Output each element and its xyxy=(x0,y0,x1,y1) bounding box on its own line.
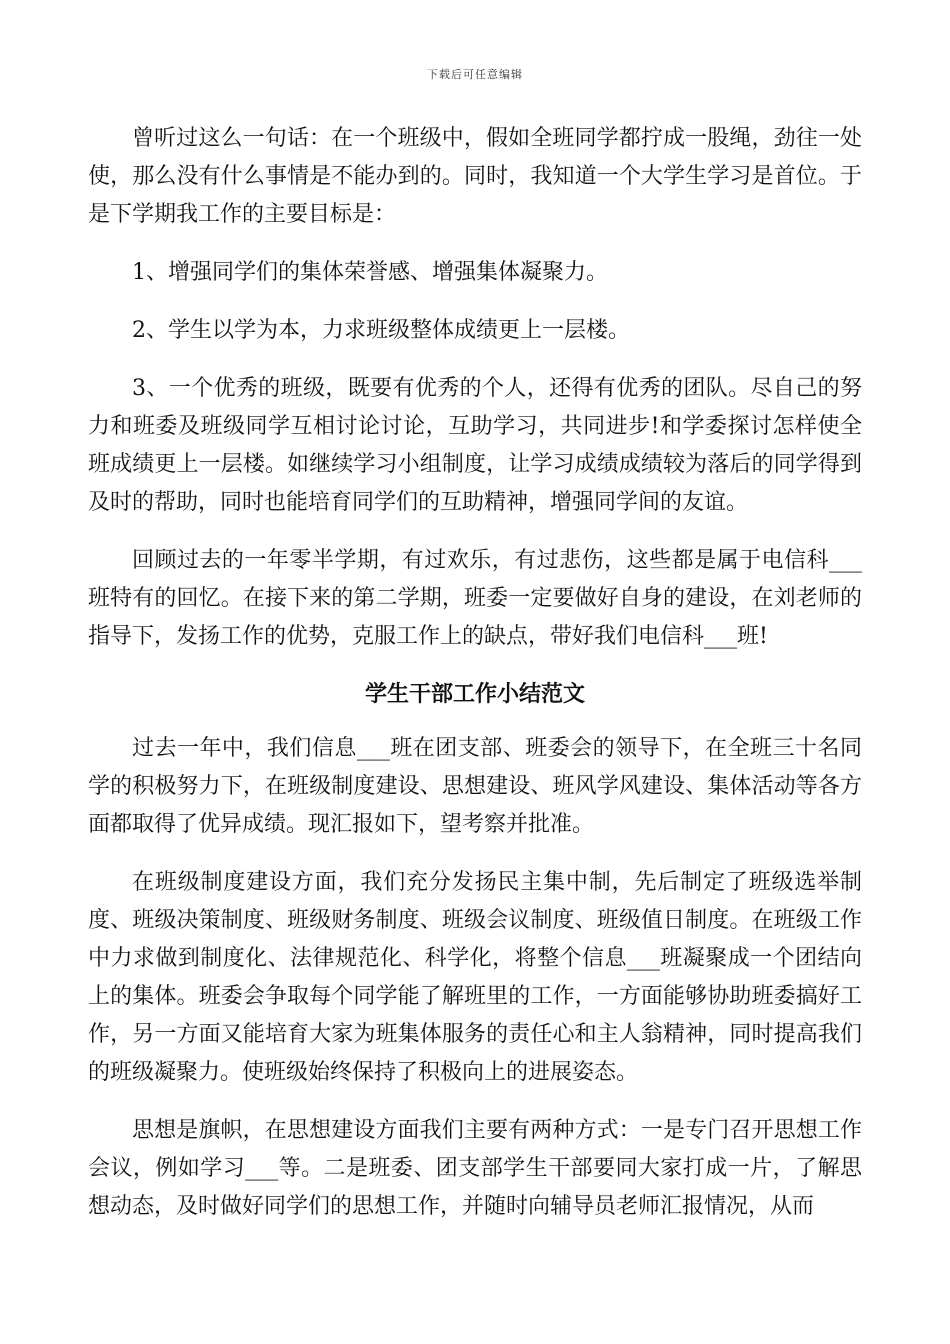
paragraph-review: 回顾过去的一年零半学期，有过欢乐，有过悲伤，这些都是属于电信科___班特有的回忆。在接下来的第二学期，班委一定要做好自身的建设，在刘老师的指导下，发扬工作的优势，克服工作上的缺点，带好我们电信科___班! xyxy=(88,548,862,649)
goal-item-1: 1、增强同学们的集体荣誉感、增强集体凝聚力。 xyxy=(132,260,608,285)
paragraph-intro: 曾听过这么一句话：在一个班级中，假如全班同学都拧成一股绳，劲往一处使，那么没有什么事情是不能办到的。同时，我知道一个大学生学习是首位。于是下学期我工作的主要目标是： xyxy=(88,126,862,227)
page-header-note: 下载后可任意编辑 xyxy=(427,68,523,81)
paragraph-summary: 过去一年中，我们信息___班在团支部、班委会的领导下，在全班三十名同学的积极努力下，在班级制度建设、思想建设、班风学风建设、集体活动等各方面都取得了优异成绩。现汇报如下，望考察并批准。 xyxy=(88,736,862,837)
paragraph-ideology-building: 思想是旗帜，在思想建设方面我们主要有两种方式：一是专门召开思想工作会议，例如学习___等。二是班委、团支部学生干部要同大家打成一片，了解思想动态，及时做好同学们的思想工作，并随时向辅导员老师汇报情况，从而 xyxy=(88,1118,862,1219)
section-title: 学生干部工作小结范文 xyxy=(364,682,585,707)
goal-item-3: 3、一个优秀的班级，既要有优秀的个人，还得有优秀的团队。尽自己的努力和班委及班级同学互相讨论讨论，互助学习，共同进步!和学委探讨怎样使全班成绩更上一层楼。如继续学习小组制度，让学习成绩成绩较为落后的同学得到及时的帮助，同时也能培育同学们的互助精神，增强同学间的友谊。 xyxy=(88,376,862,515)
paragraph-system-building: 在班级制度建设方面，我们充分发扬民主集中制，先后制定了班级选举制度、班级决策制度、班级财务制度、班级会议制度、班级值日制度。在班级工作中力求做到制度化、法律规范化、科学化，将整个信息___班凝聚成一个团结向上的集体。班委会争取每个同学能了解班里的工作，一方面能够协助班委搞好工作，另一方面又能培育大家为班集体服务的责任心和主人翁精神，同时提高我们的班级凝聚力。使班级始终保持了积极向上的进展姿态。 xyxy=(88,870,862,1085)
goal-item-2: 2、学生以学为本，力求班级整体成绩更上一层楼。 xyxy=(132,318,630,343)
document-body xyxy=(88,120,862,1246)
